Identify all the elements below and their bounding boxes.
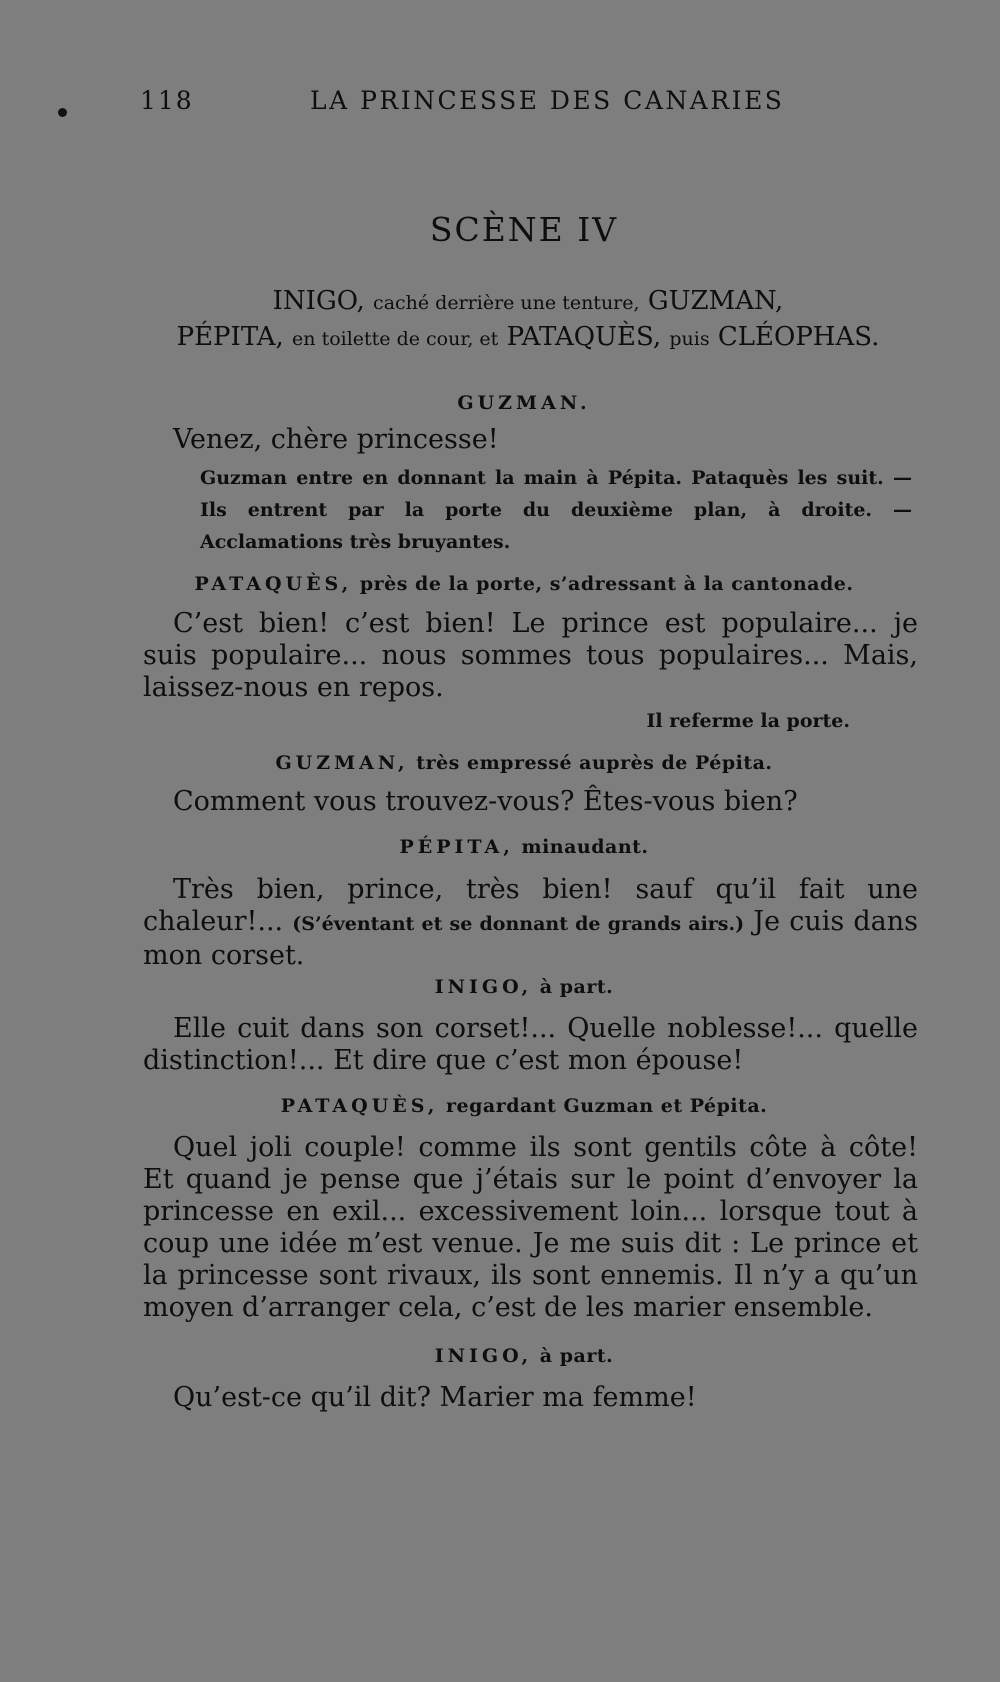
speech — [143, 608, 918, 704]
cast-list — [143, 284, 913, 356]
speech — [143, 1132, 918, 1324]
book-title: LA PRINCESSE DES CANARIES — [310, 86, 785, 115]
speaker-name: GUZMAN. — [457, 392, 591, 414]
speaker-direction: minaudant. — [521, 836, 649, 858]
speaker-direction: à part. — [539, 976, 614, 998]
cast-direction: en toilette de cour, et — [292, 328, 499, 350]
speech-text: Qu’est-ce qu’il dit? Marier ma femme! — [173, 1382, 697, 1413]
speech-text: Elle cuit dans son corset!... Quelle noblesse!... quelle distinction!... Et dire que c’est mon épouse! — [143, 1013, 918, 1076]
speaker-name: INIGO, — [434, 1345, 533, 1367]
page-number: 118 — [140, 86, 194, 115]
ink-mark — [58, 108, 67, 117]
cast-name-pataques: PATAQUÈS, — [506, 322, 662, 352]
speaker-name: PATAQUÈS, — [280, 1095, 439, 1117]
speaker-heading — [0, 836, 1000, 858]
speaker-heading — [0, 573, 1000, 595]
speaker-direction: à part. — [539, 1345, 614, 1367]
speaker-direction: regardant Guzman et Pépita. — [446, 1095, 768, 1117]
speech-text: Venez, chère princesse! — [173, 424, 499, 455]
speaker-name: GUZMAN, — [275, 752, 409, 774]
speech — [143, 424, 918, 456]
speech-text: Très bien, prince, très bien! sauf qu’il fait une chaleur!... — [143, 874, 918, 937]
speech-text: Je cuis dans mon corset. — [143, 906, 918, 971]
speaker-name: PATAQUÈS, — [194, 573, 353, 595]
speech — [143, 874, 918, 972]
speech-text: Comment vous trouvez-vous? Êtes-vous bien? — [173, 786, 798, 817]
cast-name-pepita: PÉPITA, — [176, 322, 284, 352]
speaker-heading — [0, 752, 1000, 774]
cast-direction: puis — [669, 328, 710, 350]
inline-stage-direction: (S’éventant et se donnant de grands airs.) — [292, 913, 745, 935]
scene-title: SCÈNE IV — [429, 210, 619, 249]
speaker-direction: près de la porte, s’adressant à la cantonade. — [359, 573, 854, 595]
speaker-heading — [0, 1345, 1000, 1367]
cast-name-cleophas: CLÉOPHAS. — [717, 322, 880, 352]
speaker-heading — [0, 1095, 1000, 1117]
speaker-name: PÉPITA, — [399, 836, 514, 858]
speech-text: C’est bien! c’est bien! Le prince est populaire... je suis populaire... nous sommes tous populaires... Mais, laissez-nous en repos. — [143, 608, 918, 703]
cast-direction: caché derrière une tenture, — [373, 292, 640, 314]
speech — [143, 1382, 918, 1414]
speech — [143, 786, 918, 818]
speaker-direction: très empressé auprès de Pépita. — [416, 752, 773, 774]
speaker-heading — [0, 392, 1000, 414]
stage-direction: Guzman entre en donnant la main à Pépita. Pataquès les suit. — Ils entrent par la porte du deuxième plan, à droite. — Acclamations très bruyantes. — [200, 467, 912, 553]
speech — [143, 1013, 918, 1077]
speech-text: Quel joli couple! comme ils sont gentils côte à côte! Et quand je pense que j’étais sur le point d’envoyer la princesse en exil... excessivement loin... lorsque tout à coup une idée m’est venue. Je me suis dit : Le prince et la princesse sont rivaux, ils sont ennemis. Il n’y a qu’un moyen d’arranger cela, c’est de les marier ensemble. — [143, 1132, 918, 1323]
speaker-heading — [0, 976, 1000, 998]
speaker-name: INIGO, — [434, 976, 533, 998]
stage-direction: Il referme la porte. — [646, 710, 850, 732]
cast-name-guzman: GUZMAN, — [647, 286, 784, 316]
cast-name-inigo: INIGO, — [272, 286, 365, 316]
running-head — [140, 86, 920, 120]
